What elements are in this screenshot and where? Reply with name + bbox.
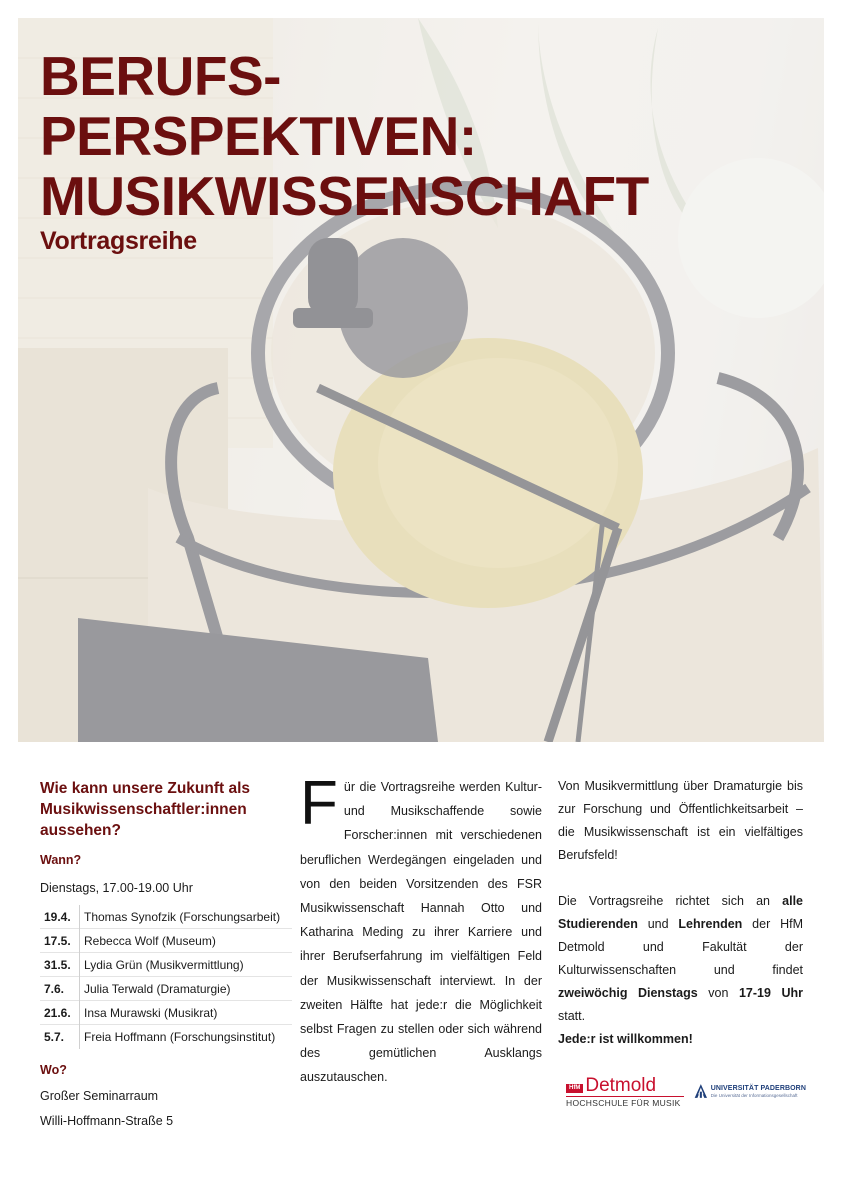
details-paragraph-1: Von Musikvermittlung über Dramaturgie bis zur Forschung und Öffentlichkeitsarbeit – die Musikwissenschaft ist ein vielfältiges Berufsfeld! <box>558 779 803 862</box>
welcome-line: Jede:r ist willkommen! <box>558 1032 693 1046</box>
uni-paderborn-logo <box>694 1076 806 1106</box>
title-line-3: MUSIKWISSENSCHAFT <box>40 165 649 227</box>
schedule-speaker: Rebecca Wolf (Museum) <box>84 933 216 948</box>
schedule-speaker: Thomas Synofzik (Forschungsarbeit) <box>84 909 281 924</box>
hfm-name: Detmold <box>585 1075 657 1096</box>
schedule-row <box>40 1025 292 1049</box>
info-column <box>40 778 290 1137</box>
hfm-subtitle: HOCHSCHULE FÜR MUSIK <box>566 1096 684 1108</box>
schedule-date: 31.5. <box>40 953 80 977</box>
title-line-1: BERUFS- <box>40 45 281 107</box>
upb-tagline: Die Universität der Informationsgesellschaft <box>710 1092 798 1098</box>
emphasis-teachers: Lehrenden <box>678 917 743 931</box>
text-run: Die Vortragsreihe richtet sich an <box>558 894 783 908</box>
schedule-row <box>40 953 292 977</box>
title-line-2: PERSPEKTIVEN: <box>40 105 477 167</box>
where-label: Wo? <box>40 1063 67 1077</box>
schedule-row <box>40 929 292 953</box>
schedule-date: 17.5. <box>40 929 80 953</box>
schedule-table <box>40 905 292 1049</box>
schedule-speaker: Insa Murawski (Musikrat) <box>84 1005 218 1020</box>
details-paragraph-2 <box>558 890 803 1028</box>
text-run: und <box>637 917 679 931</box>
intro-paragraph <box>300 769 542 1090</box>
poster-subtitle: Vortragsreihe <box>40 227 197 255</box>
poster-title <box>40 46 649 256</box>
upb-name: UNIVERSITÄT PADERBORN <box>710 1084 806 1092</box>
schedule-date: 7.6. <box>40 977 80 1001</box>
hfm-detmold-logo <box>566 1076 688 1110</box>
intro-text: ür die Vortragsreihe werden Kultur- und Musikschaffende sowie Forscher:innen mit verschiedenen beruflichen Werdegängen eingeladen und von den beiden Vorsitzenden des FSR Musikwissenschaft Hannah Otto und Katharina Meding zu ihrer Karriere und ihrer Berufserfahrung im vielfältigen Feld der Musikwissenschaft interviewt. In der zweiten Hälfte hat jede:r die Möglichkeit selbst Fragen zu stellen oder sich während des gemütlichen Ausklangs auszutauschen. <box>300 780 542 1085</box>
schedule-date: 5.7. <box>40 1025 80 1049</box>
lead-question: Wie kann unsere Zukunft als Musikwissenschaftler:innen aussehen? <box>40 780 251 839</box>
schedule-row <box>40 977 292 1001</box>
hfm-badge: HfM <box>566 1084 583 1093</box>
where-address: Willi-Hoffmann-Straße 5 <box>40 1114 174 1128</box>
dropcap-letter: F <box>300 769 338 838</box>
text-run: der HfM Detmold und Fakultät der Kulturwissenschaften und findet <box>558 917 803 977</box>
schedule-row <box>40 1001 292 1025</box>
schedule-speaker: Julia Terwald (Dramaturgie) <box>84 981 231 996</box>
emphasis-students: alle Studierenden <box>558 894 803 931</box>
where-room: Großer Seminarraum <box>40 1089 159 1103</box>
intro-column <box>300 769 542 1090</box>
schedule-date: 21.6. <box>40 1001 80 1025</box>
emphasis-time: 17-19 Uhr <box>738 986 803 1000</box>
emphasis-frequency: zweiwöchig Dienstags <box>558 986 698 1000</box>
schedule-speaker: Freia Hoffmann (Forschungsinstitut) <box>84 1030 276 1044</box>
schedule-speaker: Lydia Grün (Musikvermittlung) <box>84 957 244 972</box>
when-label: Wann? <box>40 853 82 867</box>
schedule-date: 19.4. <box>40 905 80 929</box>
when-text: Dienstags, 17.00-19.00 Uhr <box>40 881 193 895</box>
schedule-row <box>40 905 292 929</box>
paderborn-emblem-icon <box>694 1080 708 1102</box>
details-column <box>558 775 803 1051</box>
text-run: statt. <box>558 1009 586 1023</box>
hero-photo <box>18 18 824 742</box>
text-run: von <box>697 986 739 1000</box>
